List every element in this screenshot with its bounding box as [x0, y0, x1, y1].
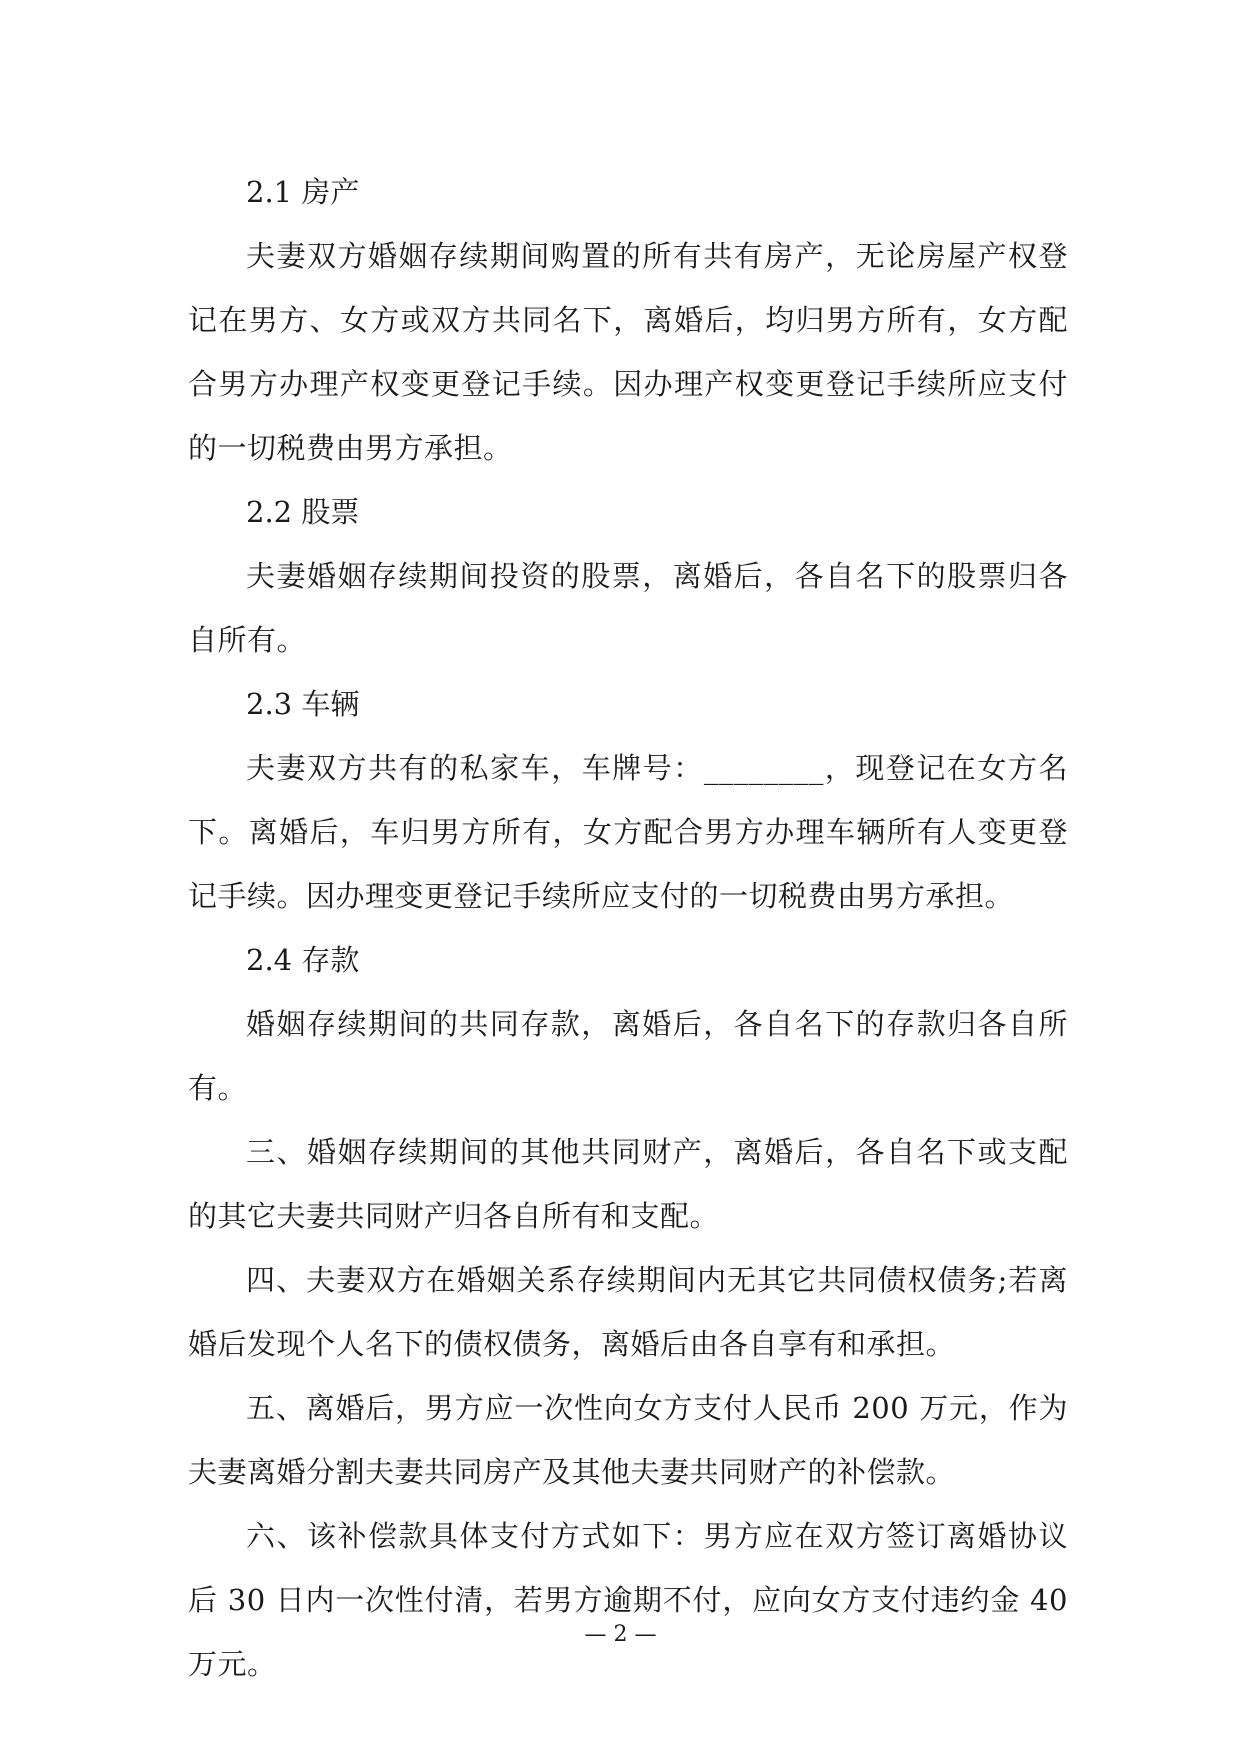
paragraph-stocks: 夫妻婚姻存续期间投资的股票，离婚后，各自名下的股票归各自所有。 [188, 559, 1068, 657]
vehicle-text-after: ，现登记在女方名下。离婚后，车归男方所有，女方配合男方办理车辆所有人变更登记手续。因办理变更登记手续所应支付的一切税费由男方承担。 [188, 751, 1068, 913]
heading-2-3-vehicle: 2.3 车辆 [246, 687, 360, 721]
plate-number-blank: ________ [703, 751, 824, 785]
vehicle-text-before: 夫妻双方共有的私家车，车牌号： [246, 751, 704, 785]
document-body [188, 160, 1068, 1696]
heading-2-4-deposits: 2.4 存款 [246, 943, 360, 977]
paragraph-clause-5: 五、离婚后，男方应一次性向女方支付人民币 200 万元，作为夫妻离婚分割夫妻共同房产及其他夫妻共同财产的补偿款。 [188, 1391, 1068, 1489]
heading-2-2-stocks: 2.2 股票 [246, 495, 360, 529]
paragraph-property: 夫妻双方婚姻存续期间购置的所有共有房产，无论房屋产权登记在男方、女方或双方共同名下，离婚后，均归男方所有，女方配合男方办理产权变更登记手续。因办理产权变更登记手续所应支付的一切税费由男方承担。 [188, 239, 1068, 465]
paragraph-vehicle [188, 736, 1068, 928]
page-number: — 2 — [584, 1622, 657, 1647]
paragraph-clause-3: 三、婚姻存续期间的其他共同财产，离婚后，各自名下或支配的其它夫妻共同财产归各自所有和支配。 [188, 1135, 1068, 1233]
heading-2-1-property: 2.1 房产 [246, 175, 360, 209]
paragraph-clause-6: 六、该补偿款具体支付方式如下：男方应在双方签订离婚协议后 30 日内一次性付清，若男方逾期不付，应向女方支付违约金 40 万元。 [188, 1519, 1068, 1681]
paragraph-deposits: 婚姻存续期间的共同存款，离婚后，各自名下的存款归各自所有。 [188, 1007, 1068, 1105]
paragraph-clause-4: 四、夫妻双方在婚姻关系存续期间内无其它共同债权债务;若离婚后发现个人名下的债权债务，离婚后由各自享有和承担。 [188, 1263, 1068, 1361]
